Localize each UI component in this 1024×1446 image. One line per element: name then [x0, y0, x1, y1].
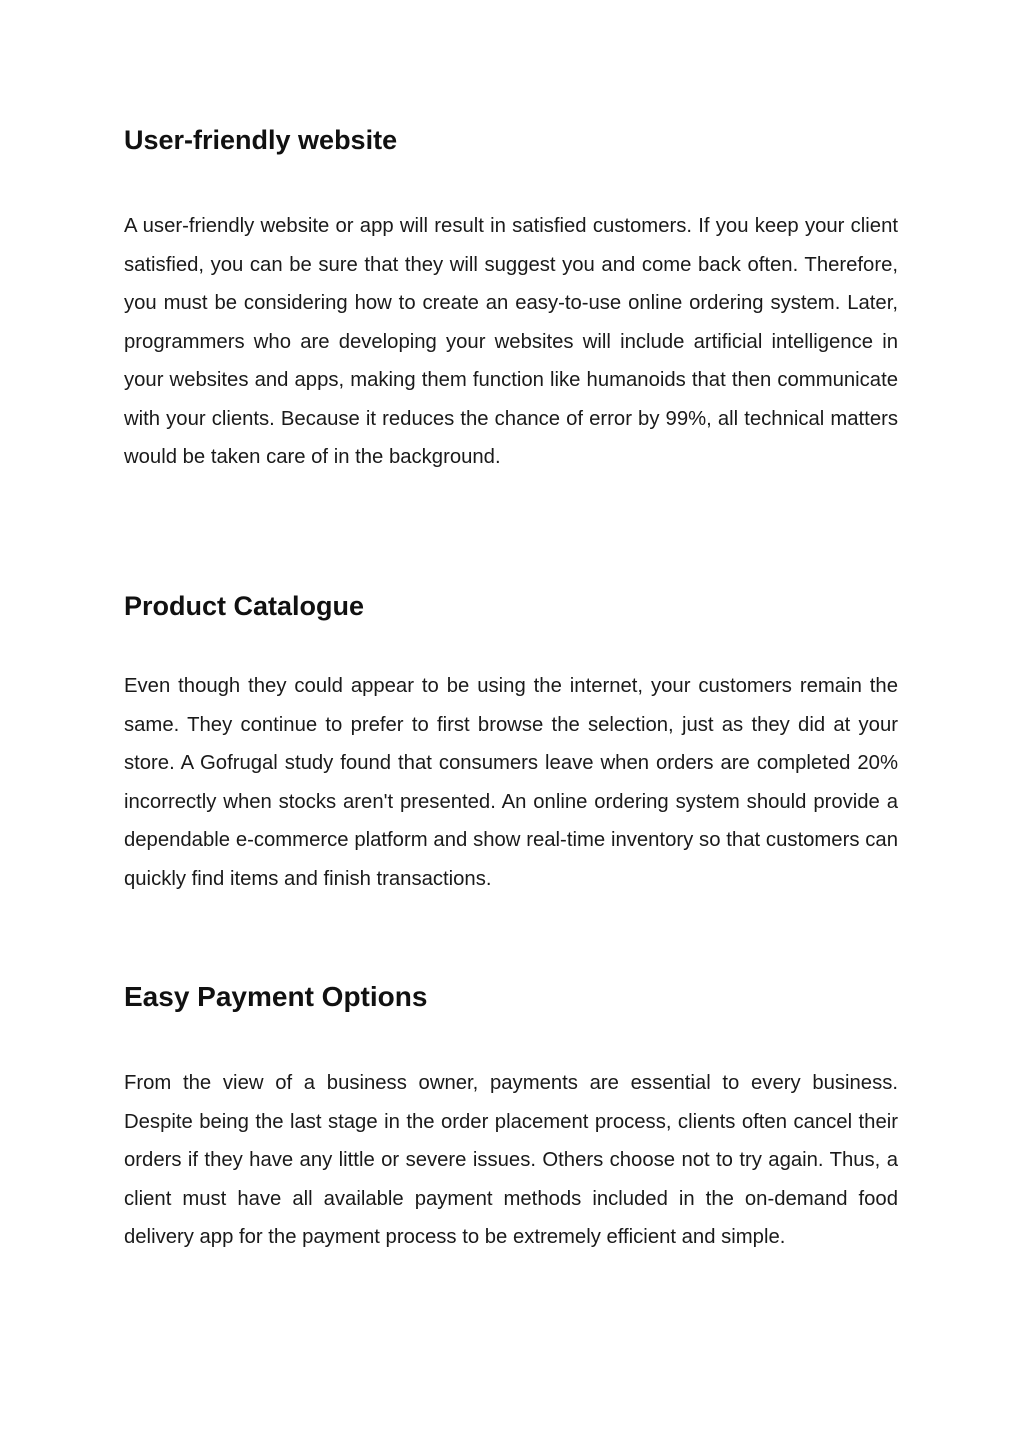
section-body-user-friendly-website: A user-friendly website or app will result in satisfied customers. If you keep your client satisfied, you can be sure that they will suggest you and come back often. Therefore, you must be considering how to create an easy-to-use online ordering system. Later, programmers who are developing your websites will include artificial intelligence in your websites and apps, making them function like humanoids that then communicate with your clients. Because it reduces the chance of error by 99%, all technical matters would be taken care of in the background.	[124, 215, 898, 468]
section-heading-easy-payment-options: Easy Payment Options	[124, 981, 428, 1012]
section-body-product-catalogue: Even though they could appear to be using the internet, your customers remain the same. They continue to prefer to first browse the selection, just as they did at your store. A Gofrugal study found that consumers leave when orders are completed 20% incorrectly when stocks aren't presented. An online ordering system should provide a dependable e-commerce platform and show real-time inventory so that customers can quickly find items and finish transactions.	[124, 675, 898, 890]
section-body-easy-payment-options: From the view of a business owner, payments are essential to every business. Despite being the last stage in the order placement process, clients often cancel their orders if they have any little or severe issues. Others choose not to try again. Thus, a client must have all available payment methods included in the on-demand food delivery app for the payment process to be extremely efficient and simple.	[124, 1072, 898, 1248]
section-heading-user-friendly-website: User-friendly website	[124, 125, 398, 155]
section-heading-product-catalogue: Product Catalogue	[124, 591, 365, 621]
